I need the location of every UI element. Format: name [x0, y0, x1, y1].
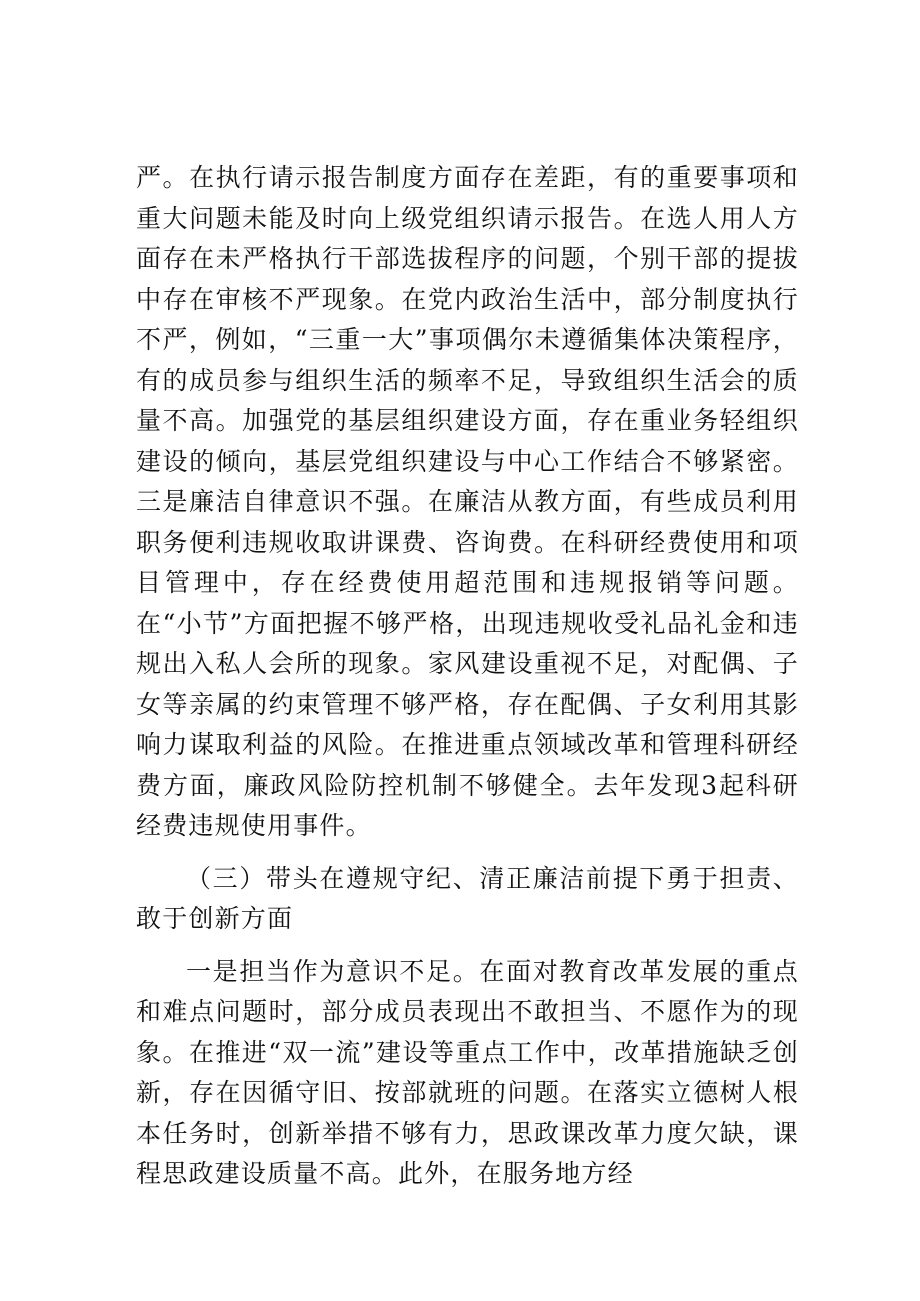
section-heading: （三）带头在遵规守纪、清正廉洁前提下勇于担责、敢于创新方面 [136, 863, 799, 933]
body-paragraph: 一是担当作为意识不足。在面对教育改革发展的重点和难点问题时，部分成员表现出不敢担当、不愿作为的现象。在推进“双一流”建设等重点工作中，改革措施缺乏创新，存在因循守旧、按部就班的问题。在落实立德树人根本任务时，创新举措不够有力，思政课改革力度欠缺，课程思政建设质量不高。此外，在服务地方经 [136, 956, 799, 1188]
body-paragraph-continued: 严。在执行请示报告制度方面存在差距，有的重要事项和重大问题未能及时向上级党组织请示报告。在选人用人方面存在未严格执行干部选拔程序的问题，个别干部的提拔中存在审核不严现象。在党内政治生活中，部分制度执行不严，例如，“三重一大”事项偶尔未遵循集体决策程序，有的成员参与组织生活的频率不足，导致组织生活会的质量不高。加强党的基层组织建设方面，存在重业务轻组织建设的倾向，基层党组织建设与中心工作结合不够紧密。三是廉洁自律意识不强。在廉洁从教方面，有些成员利用职务便利违规收取讲课费、咨询费。在科研经费使用和项目管理中，存在经费使用超范围和违规报销等问题。在“小节”方面把握不够严格，出现违规收受礼品礼金和违规出入私人会所的现象。家风建设重视不足，对配偶、子女等亲属的约束管理不够严格，存在配偶、子女利用其影响力谋取利益的风险。在推进重点领域改革和管理科研经费方面，廉政风险防控机制不够健全。去年发现3起科研经费违规使用事件。 [136, 163, 799, 840]
document-body [136, 158, 799, 1195]
